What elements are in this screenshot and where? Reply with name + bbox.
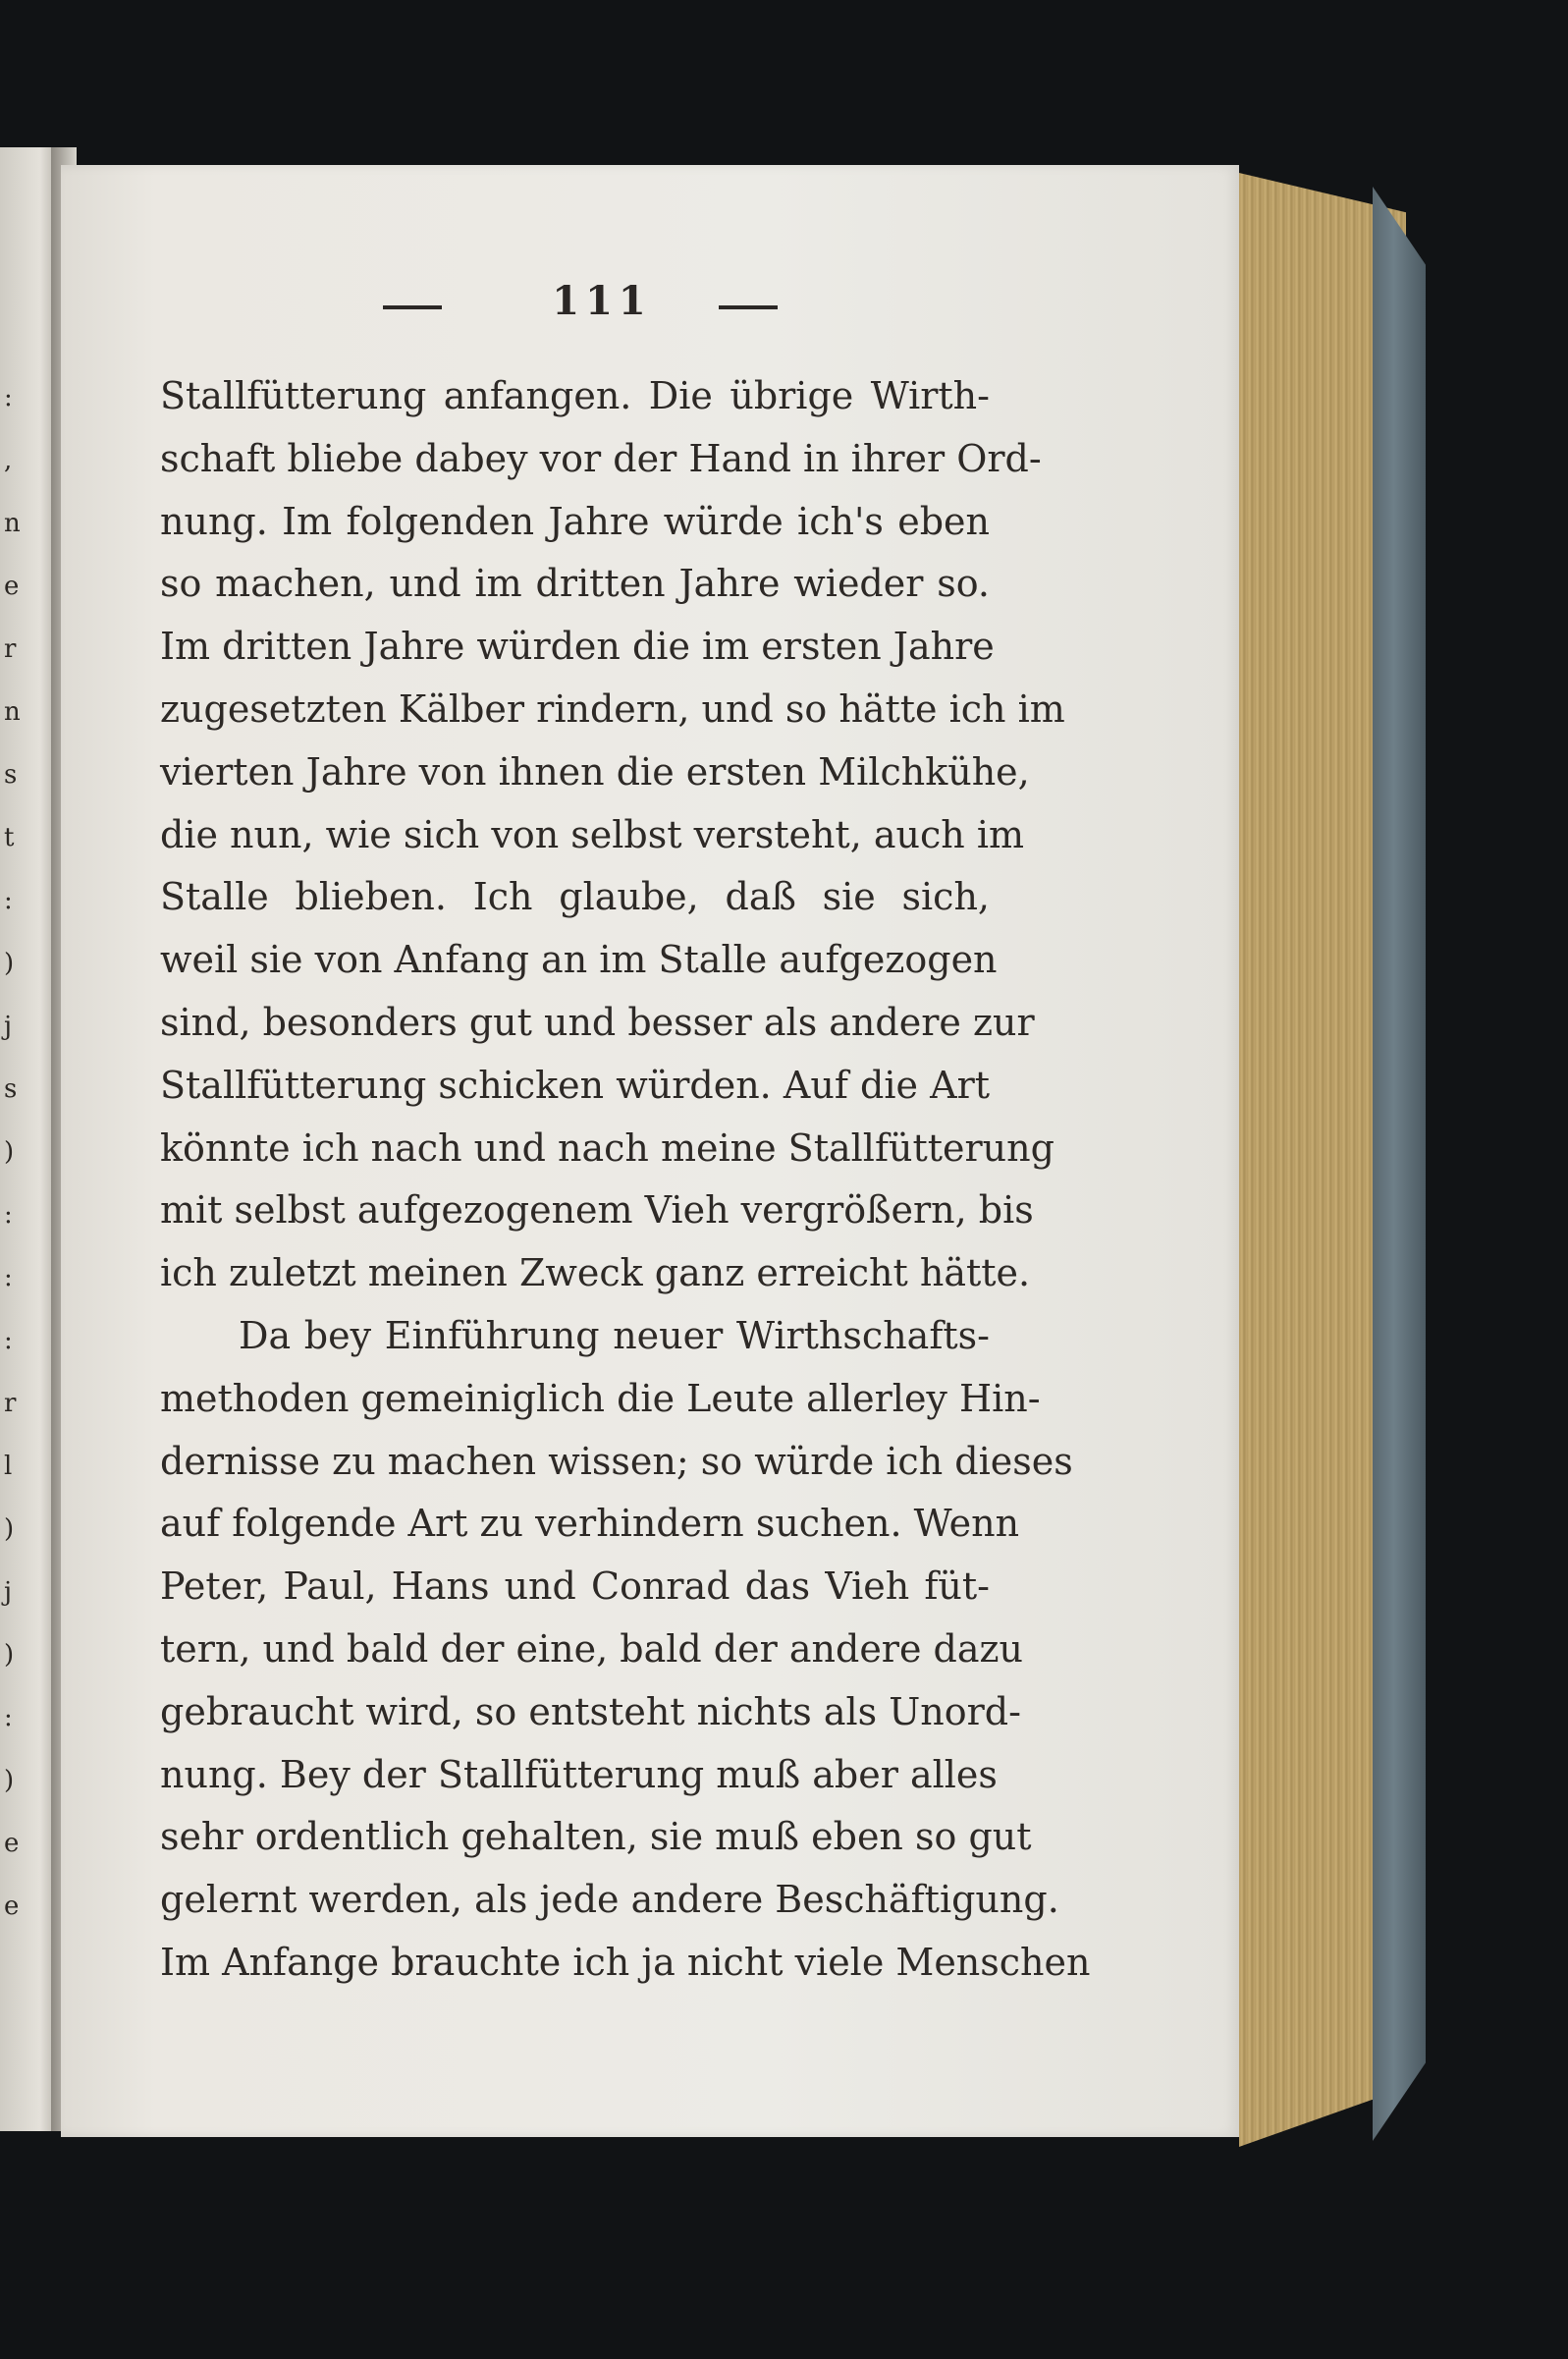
previous-page-fragment: r	[4, 634, 17, 664]
previous-page-fragment: e	[4, 1829, 20, 1858]
previous-page-fragment: j	[4, 1012, 13, 1041]
text-line: auf folgende Art zu verhindern suchen. Wenn	[160, 1502, 1020, 1546]
previous-page-fragment: :	[4, 886, 13, 915]
text-line: sehr ordentlich gehalten, sie muß eben so gut	[160, 1815, 1032, 1859]
previous-page-fragment: l	[4, 1452, 13, 1481]
previous-page-fragment: )	[4, 1137, 15, 1167]
text-line: sind, besonders gut und besser als andere zur	[160, 1000, 1035, 1044]
previous-page-fragment: e	[4, 1892, 20, 1921]
text-line: schaft bliebe dabey vor der Hand in ihrer Ord-	[160, 436, 1042, 480]
previous-page-fragment: :	[4, 1326, 13, 1355]
previous-page-edge	[0, 147, 57, 2131]
previous-page-fragment: s	[4, 760, 18, 790]
text-line: nung. Bey der Stallfütterung muß aber alles	[160, 1752, 998, 1796]
header-dash-left	[383, 305, 442, 309]
page-number: 111	[552, 278, 652, 324]
page-body-text	[160, 365, 1091, 1995]
text-line: vierten Jahre von ihnen die ersten Milchkühe,	[160, 749, 1030, 794]
text-line: Im Anfange brauchte ich ja nicht viele Menschen	[160, 1940, 1091, 1984]
text-line: so machen, und im dritten Jahre wieder so.	[160, 562, 990, 606]
text-line: tern, und bald der eine, bald der andere dazu	[160, 1626, 1024, 1671]
book-cover-board	[1373, 187, 1426, 2141]
previous-page-fragment: n	[4, 509, 21, 538]
text-line: Stalle blieben. Ich glaube, daß sie sich,	[160, 875, 990, 919]
text-line: Stallfütterung anfangen. Die übrige Wirth-	[160, 374, 990, 417]
text-line: Da bey Einführung neuer Wirthschafts-	[239, 1313, 990, 1357]
previous-page-fragment: :	[4, 1703, 13, 1732]
text-line: zugesetzten Kälber rindern, und so hätte ich im	[160, 686, 1065, 731]
text-line: methoden gemeiniglich die Leute allerley Hin-	[160, 1376, 1041, 1420]
text-line: die nun, wie sich von selbst versteht, auch im	[160, 812, 1025, 856]
text-line: dernisse zu machen wissen; so würde ich dieses	[160, 1439, 1073, 1483]
text-line: mit selbst aufgezogenem Vieh vergrößern, bis	[160, 1188, 1034, 1233]
previous-page-fragment: ,	[4, 446, 13, 475]
text-line: weil sie von Anfang an im Stalle aufgezogen	[160, 938, 998, 982]
previous-page-fragment: j	[4, 1577, 13, 1607]
text-line: Im dritten Jahre würden die im ersten Jahre	[160, 625, 995, 669]
previous-page-letter-fragments	[0, 147, 57, 2131]
text-line: gelernt werden, als jede andere Beschäftigung.	[160, 1878, 1059, 1922]
previous-page-fragment: )	[4, 949, 15, 978]
page-header	[0, 278, 1568, 337]
previous-page-fragment: :	[4, 1200, 13, 1230]
text-line: Peter, Paul, Hans und Conrad das Vieh füt-	[160, 1564, 990, 1609]
previous-page-fragment: :	[4, 1263, 13, 1292]
text-line: ich zuletzt meinen Zweck ganz erreicht hätte.	[160, 1251, 1031, 1295]
previous-page-fragment: e	[4, 572, 20, 601]
previous-page-fragment: n	[4, 697, 21, 727]
text-line: Stallfütterung schicken würden. Auf die Art	[160, 1063, 990, 1107]
previous-page-fragment: r	[4, 1389, 17, 1418]
previous-page-fragment: s	[4, 1074, 18, 1104]
text-line: nung. Im folgenden Jahre würde ich's eben	[160, 499, 990, 543]
previous-page-fragment: )	[4, 1766, 15, 1795]
previous-page-fragment: t	[4, 823, 15, 852]
text-line: gebraucht wird, so entsteht nichts als Unord-	[160, 1689, 1021, 1733]
previous-page-fragment: :	[4, 383, 13, 412]
header-dash-right	[719, 305, 778, 309]
previous-page-fragment: )	[4, 1640, 15, 1670]
previous-page-fragment: )	[4, 1514, 15, 1544]
text-line: könnte ich nach und nach meine Stallfütterung	[160, 1125, 1054, 1170]
